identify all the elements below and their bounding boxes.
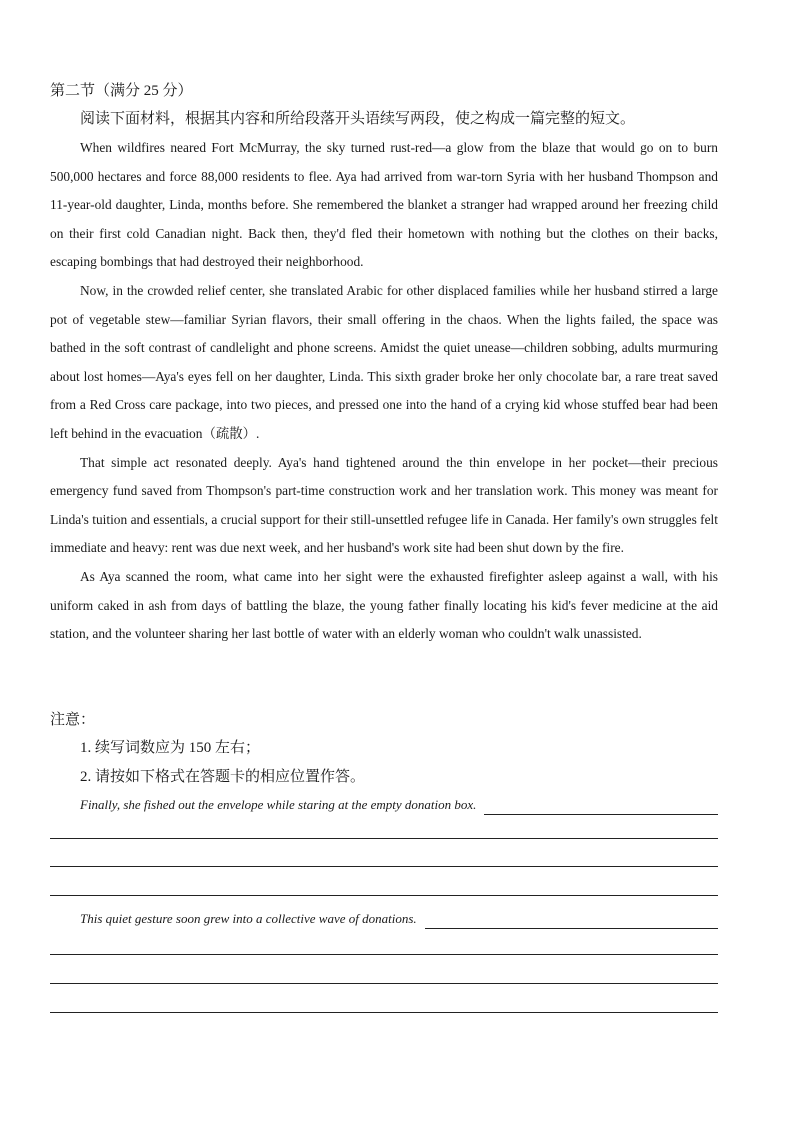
note-format: 2. 请按如下格式在答题卡的相应位置作答。 [80,769,366,785]
answer-line-inline-2[interactable] [425,914,718,929]
passage-paragraph-3: That simple act resonated deeply. Aya's hand tightened around the thin envelope in her pocket—their precious emergency fund saved from Thompson's part-time construction work and her translation work. This money was meant for Linda's tuition and essentials, a crucial support for their still-unsettled refugee life in Canada. Her family's own struggles felt immediate and heavy: rent was due next week, and her husband's work site had been shut down by the fire. [50,454,718,556]
passage-paragraph-4: As Aya scanned the room, what came into her sight were the exhausted firefighter asleep against a wall, with his uniform caked in ash from days of battling the blaze, the young father finally locating his kid's fever medicine at the aid station, and the volunteer sharing her last bottle of water with an elderly woman who couldn't walk unassisted. [50,568,718,642]
paragraph-opener-1 [80,795,718,815]
answer-line-inline-1[interactable] [484,800,718,815]
answer-line[interactable] [50,866,718,867]
paragraph-opener-2 [80,909,718,929]
answer-line[interactable] [50,838,718,839]
answer-line[interactable] [50,895,718,896]
answer-line[interactable] [50,983,718,984]
reading-passage [50,134,718,649]
notes-heading: 注意： [50,712,96,728]
note-word-count: 1. 续写词数应为 150 左右； [80,740,261,756]
opener-2-text: This quiet gesture soon grew into a collective wave of donations. [80,911,417,926]
passage-paragraph-2: Now, in the crowded relief center, she translated Arabic for other displaced families while her husband stirred a large pot of vegetable stew—familiar Syrian flavors, their small offering in the chaos. When the lights failed, the space was bathed in the soft contrast of candlelight and phone screens. Amidst the quiet unease—children sobbing, adults murmuring about lost homes—Aya's eyes fell on her daughter, Linda. This sixth grader broke her only chocolate bar, a rare treat saved from a Red Cross care package, into two pieces, and pressed one into the hand of a crying kid whose stuffed bear had been left behind in the evacuation（疏散）. [50,282,718,441]
passage-paragraph-1: When wildfires neared Fort McMurray, the sky turned rust-red—a glow from the blaze that would go on to burn 500,000 hectares and force 88,000 residents to flee. Aya had arrived from war-torn Syria with her husband Thompson and 11-year-old daughter, Linda, months before. She remembered the blanket a stranger had wrapped around her freezing child on their first cold Canadian night. Back then, they'd fled their hometown with nothing but the clothes on their backs, escaping bombings that had destroyed their neighborhood. [50,140,718,270]
task-instruction: 阅读下面材料，根据其内容和所给段落开头语续写两段，使之构成一篇完整的短文。 [80,111,636,127]
answer-line[interactable] [50,954,718,955]
opener-1-text: Finally, she fished out the envelope while staring at the empty donation box. [80,797,477,812]
answer-line[interactable] [50,1012,718,1013]
section-title: 第二节（满分 25 分） [50,83,193,99]
